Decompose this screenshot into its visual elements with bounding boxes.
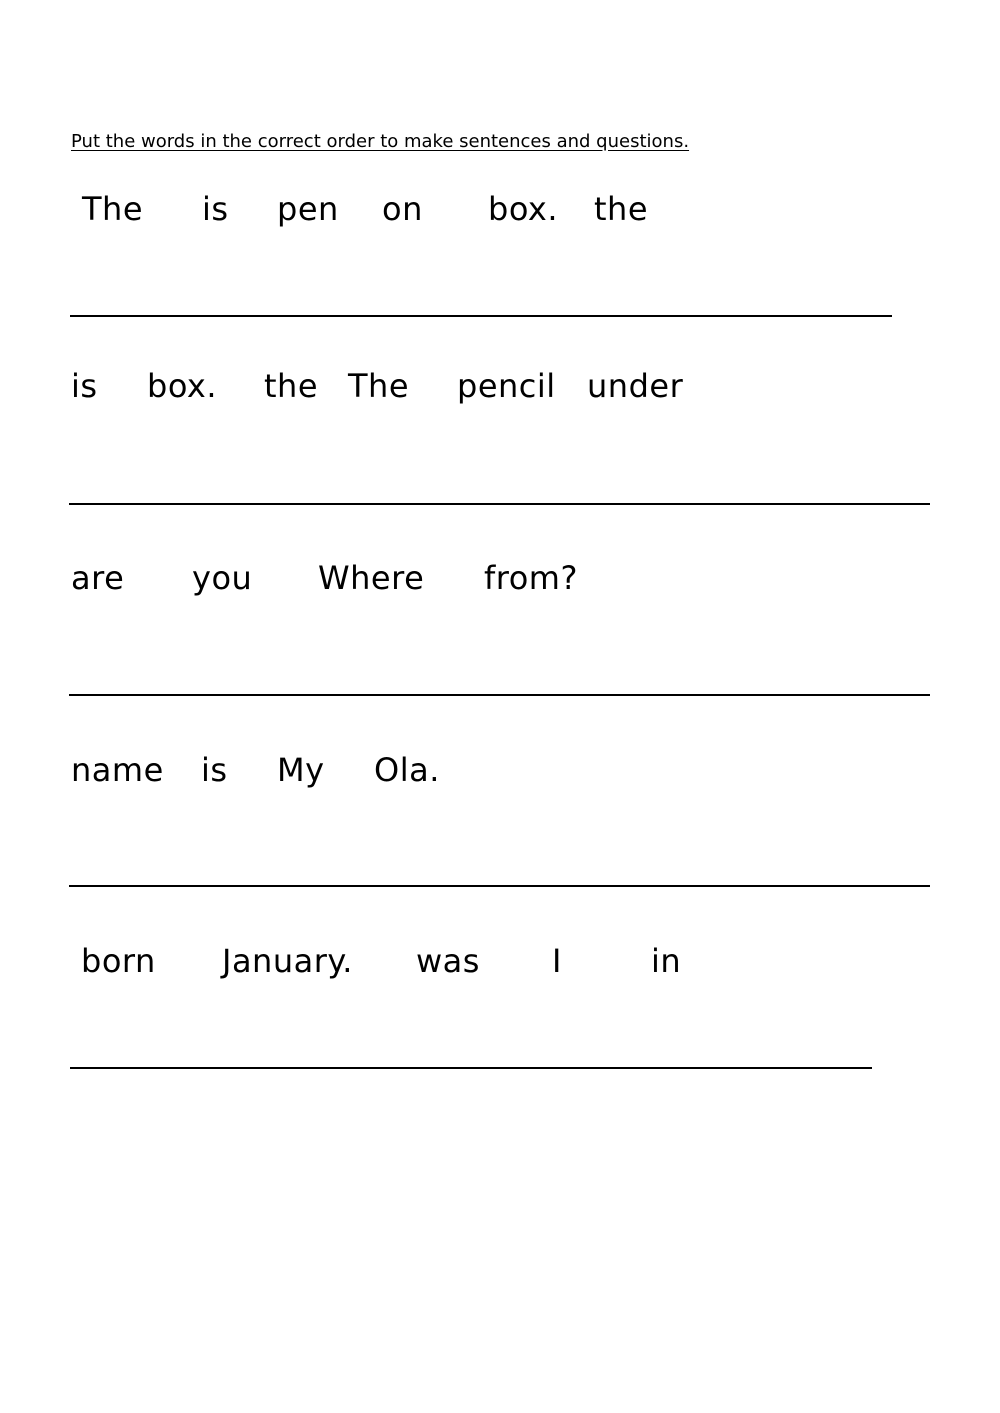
answer-line[interactable] [69,503,930,505]
scrambled-word: box. [488,190,559,228]
scrambled-word: name [71,751,164,789]
scrambled-word: on [382,190,423,228]
scrambled-word: The [82,190,144,228]
scrambled-word: box. [147,367,218,405]
answer-line[interactable] [69,885,930,887]
scrambled-word: from? [484,559,578,597]
scrambled-word: the [264,367,319,405]
answer-line[interactable] [70,315,892,317]
instruction-text: Put the words in the correct order to make sentences and questions. [71,131,690,152]
scrambled-word: the [594,190,649,228]
scrambled-word: I [552,942,562,980]
scrambled-word: under [587,367,684,405]
scrambled-word: Ola. [374,751,440,789]
scrambled-word: are [71,559,125,597]
answer-line[interactable] [69,694,930,696]
scrambled-word: The [348,367,410,405]
scrambled-word: Where [318,559,425,597]
scrambled-word: pencil [457,367,556,405]
scrambled-word: is [202,190,229,228]
scrambled-word: My [277,751,325,789]
scrambled-word: is [201,751,228,789]
scrambled-word: was [416,942,480,980]
scrambled-word: pen [277,190,339,228]
scrambled-word: January. [222,942,353,980]
scrambled-word: you [192,559,253,597]
scrambled-word: is [71,367,98,405]
scrambled-word: born [81,942,156,980]
answer-line[interactable] [70,1067,872,1069]
scrambled-word: in [651,942,682,980]
